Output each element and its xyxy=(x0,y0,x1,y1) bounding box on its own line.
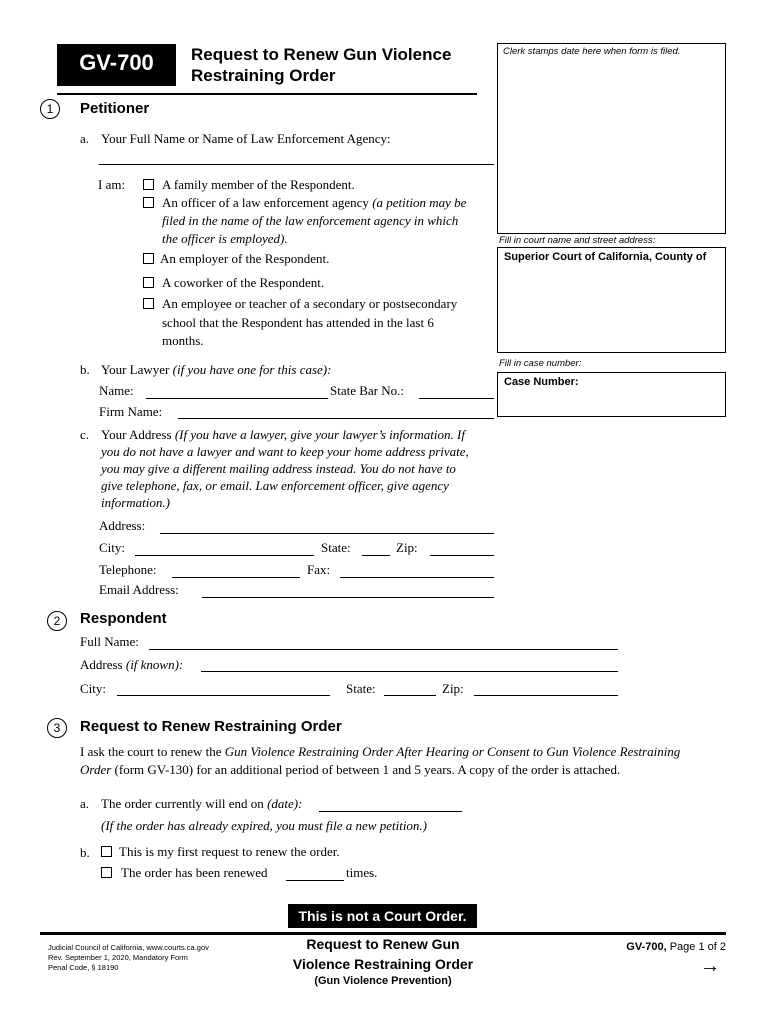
employee-teacher-checkbox[interactable] xyxy=(143,298,154,309)
footer-title-line2: Violence Restraining Order xyxy=(292,956,474,972)
email-label: Email Address: xyxy=(99,582,179,597)
item-1c-text: Your Address (If you have a lawyer, give your lawyer’s information. If xyxy=(101,427,465,442)
form-title-line1: Request to Renew Gun Violence xyxy=(191,45,452,64)
employer-checkbox[interactable] xyxy=(143,253,154,264)
coworker-checkbox[interactable] xyxy=(143,277,154,288)
item-1c-note-3: you may give a different mailing address instead. You do not have to xyxy=(101,461,456,476)
coworker-text: A coworker of the Respondent. xyxy=(162,275,325,290)
court-hint: Fill in court name and street address: xyxy=(499,235,656,246)
item-1b-label: b. xyxy=(80,362,90,377)
footer-page-info: GV-700, Page 1 of 2 xyxy=(626,941,726,953)
zip-label: Zip: xyxy=(396,540,418,555)
section-2-title: Respondent xyxy=(80,610,167,627)
officer-note-2: filed in the name of the law enforcement agency in which xyxy=(162,213,459,228)
footer-title-line3: (Gun Violence Prevention) xyxy=(314,975,452,987)
firm-name-label: Firm Name: xyxy=(99,404,163,419)
item-3b-label: b. xyxy=(80,845,90,860)
city-field[interactable] xyxy=(135,555,314,556)
i-am-label: I am: xyxy=(98,177,126,192)
form-title-line2: Restraining Order xyxy=(191,66,336,85)
fax-label: Fax: xyxy=(307,562,331,577)
respondent-state-field[interactable] xyxy=(384,695,436,696)
item-1a-label: a. xyxy=(80,131,90,146)
not-court-order-banner: This is not a Court Order. xyxy=(288,904,477,928)
address-label: Address: xyxy=(99,518,146,533)
item-1a-text: Your Full Name or Name of Law Enforcement Agency: xyxy=(101,131,391,146)
respondent-full-name-field[interactable] xyxy=(149,649,618,650)
footer-title-line1: Request to Renew Gun xyxy=(306,936,460,952)
family-member-checkbox[interactable] xyxy=(143,179,154,190)
item-1b-text: Your Lawyer (if you have one for this case): xyxy=(101,362,332,377)
family-member-text: A family member of the Respondent. xyxy=(162,177,355,192)
state-label: State: xyxy=(321,540,351,555)
renewed-times-suffix: times. xyxy=(346,865,378,880)
item-1c-note-4: give telephone, fax, or email. Law enforcement officer, give agency xyxy=(101,478,449,493)
item-1c-note-2: you do not have a lawyer and want to keep your home address private, xyxy=(101,444,469,459)
state-field[interactable] xyxy=(362,555,390,556)
employee-teacher-line2: school that the Respondent has attended in the last 6 xyxy=(162,315,434,330)
fax-field[interactable] xyxy=(340,577,494,578)
footer-left-line1: Judicial Council of California, www.courts.ca.gov xyxy=(48,943,209,952)
section-3-title: Request to Renew Restraining Order xyxy=(80,718,342,735)
next-page-arrow-icon[interactable]: → xyxy=(700,955,720,977)
first-request-text: This is my first request to renew the order. xyxy=(119,844,340,859)
renewed-before-checkbox[interactable] xyxy=(101,867,112,878)
order-end-date-field[interactable] xyxy=(319,811,462,812)
footer-left-line3: Penal Code, § 18190 xyxy=(48,963,119,972)
item-3a-label: a. xyxy=(80,796,90,811)
clerk-stamp-box xyxy=(497,43,726,234)
zip-field[interactable] xyxy=(430,555,494,556)
clerk-stamp-note: Clerk stamps date here when form is filed. xyxy=(503,46,681,57)
section-2-number: 2 xyxy=(47,611,67,631)
officer-text: An officer of a law enforcement agency (a petition may be xyxy=(162,195,467,210)
city-label: City: xyxy=(99,540,126,555)
renew-intro-line1: I ask the court to renew the Gun Violence Restraining Order After Hearing or Consent to Gun Violence Restraining xyxy=(80,744,681,759)
case-number-hint: Fill in case number: xyxy=(499,358,582,369)
footer-left-line2: Rev. September 1, 2020, Mandatory Form xyxy=(48,953,188,962)
telephone-label: Telephone: xyxy=(99,562,157,577)
item-3a-note: (If the order has already expired, you must file a new petition.) xyxy=(101,818,428,833)
state-bar-field[interactable] xyxy=(419,398,494,399)
item-1c-label: c. xyxy=(80,427,90,442)
renew-intro-line2: Order (form GV-130) for an additional period of between 1 and 5 years. A copy of the order is attached. xyxy=(80,762,621,777)
section-1-number: 1 xyxy=(40,99,60,119)
officer-note-3: the officer is employed). xyxy=(162,231,288,246)
respondent-address-field[interactable] xyxy=(201,671,618,672)
item-3a-text: The order currently will end on (date): xyxy=(101,796,303,811)
renewed-before-text: The order has been renewed xyxy=(121,865,268,880)
employer-text: An employer of the Respondent. xyxy=(160,251,330,266)
case-number-label: Case Number: xyxy=(504,376,579,388)
respondent-full-name-label: Full Name: xyxy=(80,634,139,649)
respondent-city-field[interactable] xyxy=(117,695,330,696)
petitioner-name-field[interactable] xyxy=(99,164,494,165)
court-name-label: Superior Court of California, County of xyxy=(504,251,707,263)
first-request-checkbox[interactable] xyxy=(101,846,112,857)
respondent-city-label: City: xyxy=(80,681,107,696)
section-3-number: 3 xyxy=(47,718,67,738)
footer-rule xyxy=(40,932,726,935)
firm-name-field[interactable] xyxy=(178,418,494,419)
form-number: GV-700 xyxy=(79,50,154,75)
respondent-address-label: Address (if known): xyxy=(80,657,184,672)
lawyer-name-label: Name: xyxy=(99,383,134,398)
employee-teacher-line3: months. xyxy=(162,333,204,348)
respondent-zip-field[interactable] xyxy=(474,695,618,696)
respondent-state-label: State: xyxy=(346,681,376,696)
telephone-field[interactable] xyxy=(172,577,300,578)
section-1-title: Petitioner xyxy=(80,100,150,117)
item-1c-note-5: information.) xyxy=(101,495,170,510)
officer-checkbox[interactable] xyxy=(143,197,154,208)
times-renewed-field[interactable] xyxy=(286,880,344,881)
respondent-zip-label: Zip: xyxy=(442,681,464,696)
employee-teacher-text: An employee or teacher of a secondary or postsecondary xyxy=(162,296,458,311)
address-field[interactable] xyxy=(160,533,494,534)
header-rule xyxy=(57,93,477,95)
email-field[interactable] xyxy=(202,597,494,598)
lawyer-name-field[interactable] xyxy=(146,398,328,399)
state-bar-label: State Bar No.: xyxy=(330,383,405,398)
